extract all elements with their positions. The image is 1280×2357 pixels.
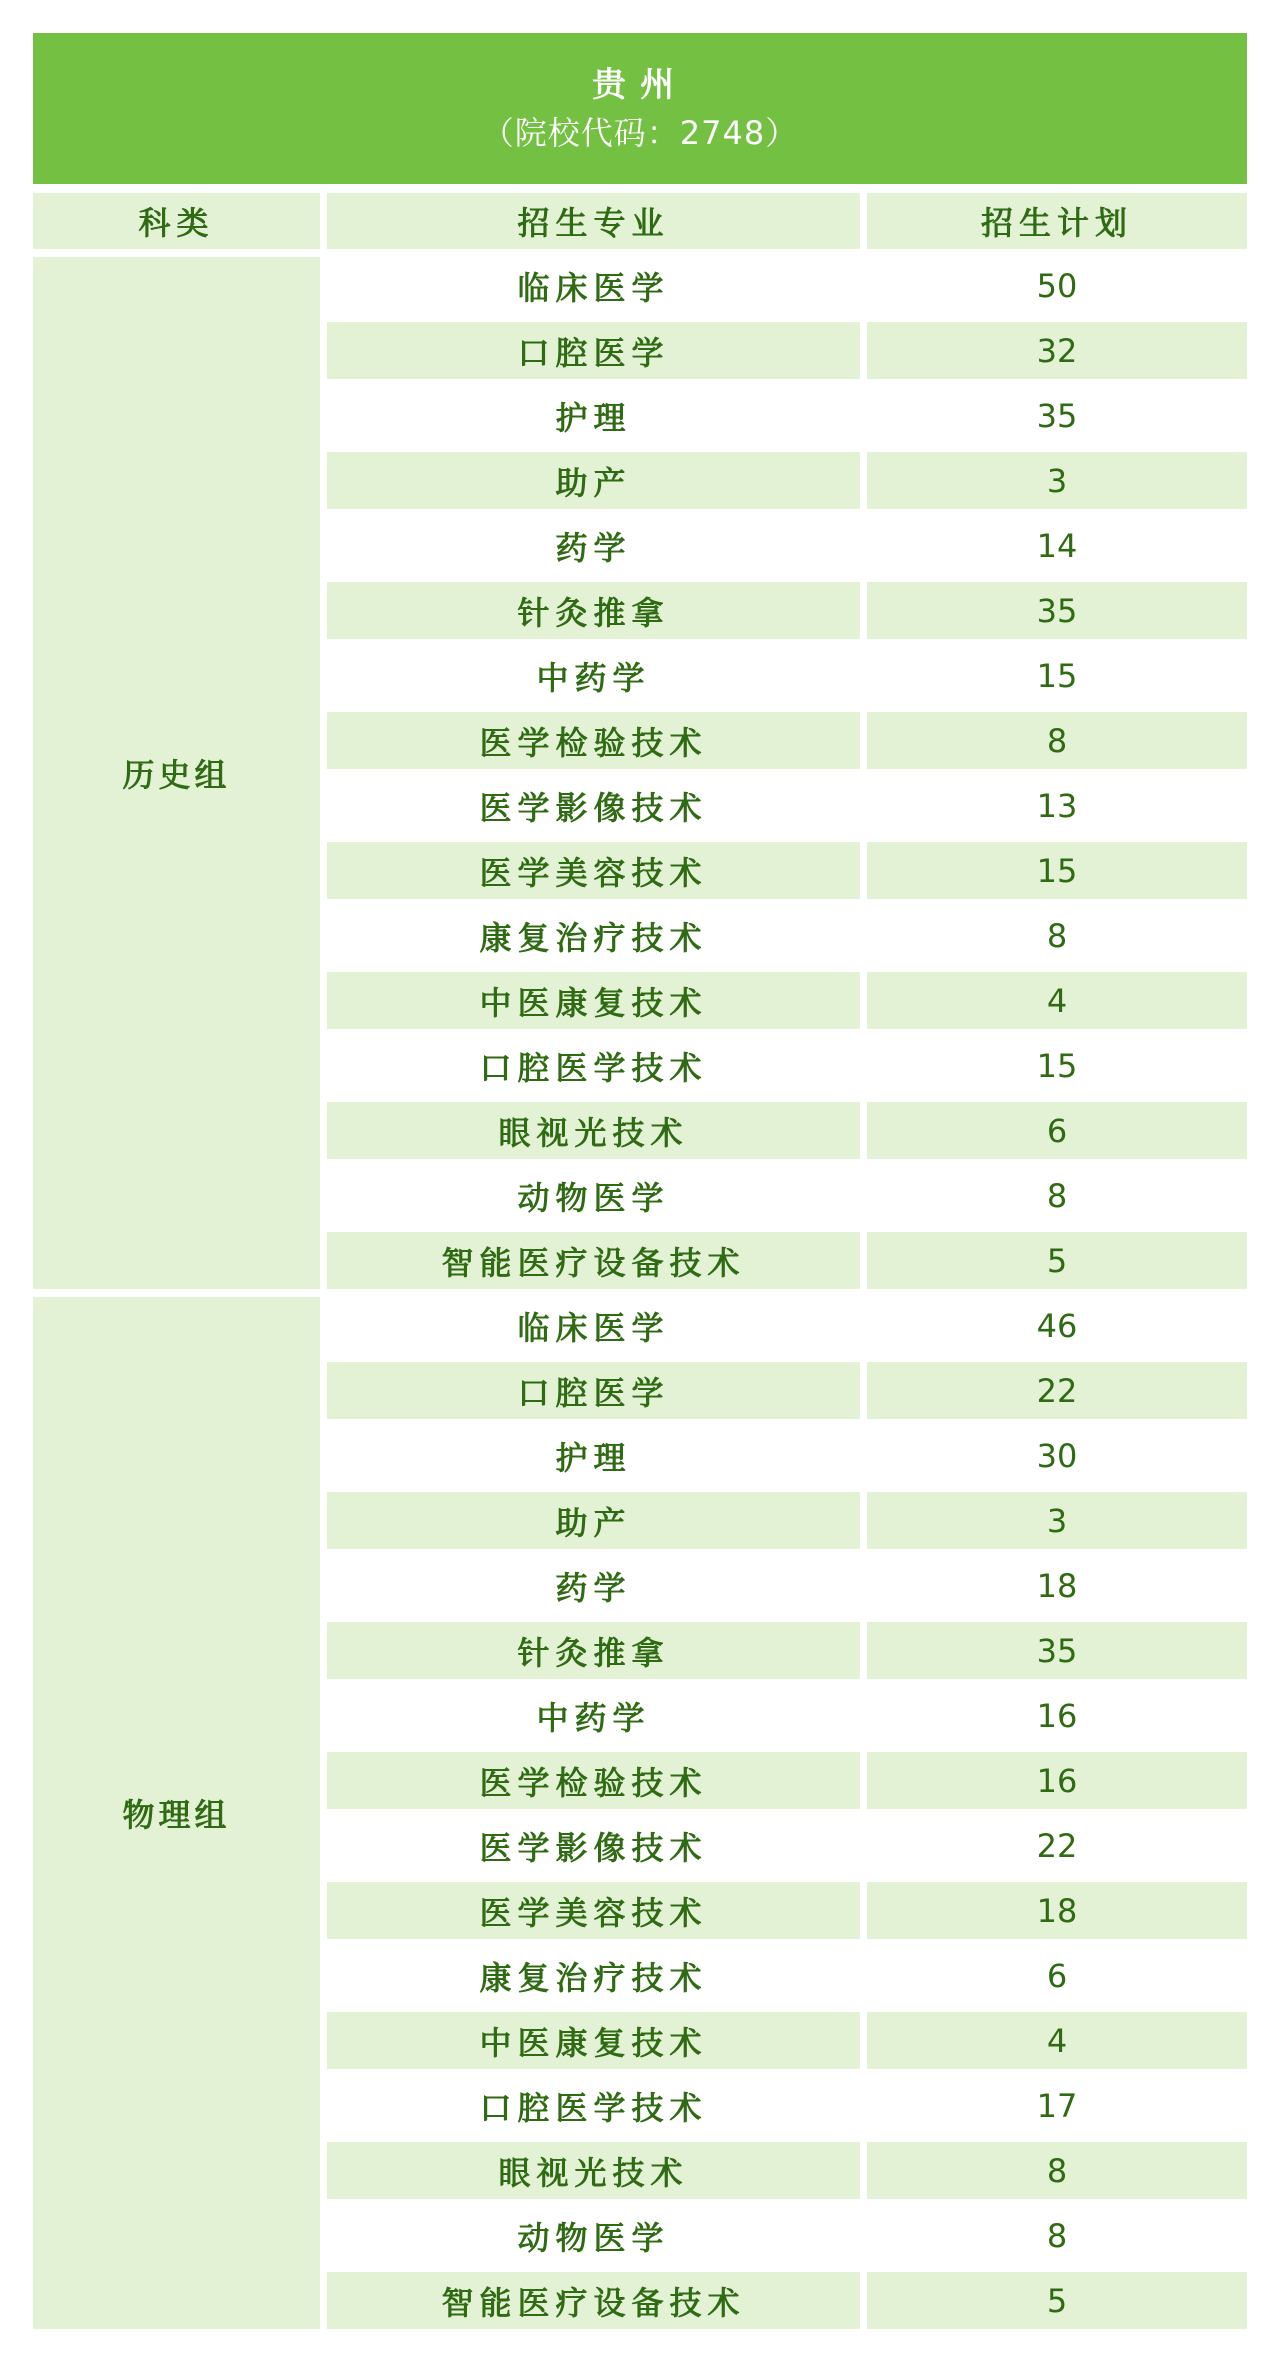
major-cell: 中医康复技术 [327, 2012, 860, 2069]
plan-cell: 35 [867, 387, 1247, 444]
plan-cell: 15 [867, 842, 1247, 899]
major-cell: 助产 [327, 1492, 860, 1549]
major-cell: 智能医疗设备技术 [327, 1232, 860, 1289]
major-cell: 口腔医学 [327, 322, 860, 379]
plan-cell: 14 [867, 517, 1247, 574]
school-code: （院校代码：2748） [481, 113, 799, 152]
major-cell: 助产 [327, 452, 860, 509]
plan-cell: 16 [867, 1687, 1247, 1744]
major-cell: 口腔医学技术 [327, 1037, 860, 1094]
major-cell: 针灸推拿 [327, 1622, 860, 1679]
header-category: 科类 [33, 193, 320, 249]
major-cell: 口腔医学 [327, 1362, 860, 1419]
plan-cell: 18 [867, 1882, 1247, 1939]
plan-cell: 22 [867, 1362, 1247, 1419]
plan-cell: 18 [867, 1557, 1247, 1614]
header-plan: 招生计划 [867, 193, 1247, 249]
category-cell: 物理组 [33, 1297, 320, 2329]
plan-cell: 6 [867, 1947, 1247, 2004]
table-title-bar [33, 33, 1247, 184]
plan-cell: 5 [867, 1232, 1247, 1289]
major-cell: 医学检验技术 [327, 1752, 860, 1809]
plan-cell: 8 [867, 1167, 1247, 1224]
major-cell: 医学影像技术 [327, 1817, 860, 1874]
major-cell: 临床医学 [327, 1297, 860, 1354]
plan-cell: 35 [867, 582, 1247, 639]
major-cell: 眼视光技术 [327, 2142, 860, 2199]
plan-cell: 13 [867, 777, 1247, 834]
major-cell: 智能医疗设备技术 [327, 2272, 860, 2329]
plan-cell: 30 [867, 1427, 1247, 1484]
plan-cell: 22 [867, 1817, 1247, 1874]
table-grid [33, 193, 1247, 2329]
plan-cell: 8 [867, 712, 1247, 769]
plan-cell: 17 [867, 2077, 1247, 2134]
plan-cell: 15 [867, 1037, 1247, 1094]
plan-cell: 8 [867, 2142, 1247, 2199]
plan-cell: 8 [867, 2207, 1247, 2264]
plan-cell: 15 [867, 647, 1247, 704]
major-cell: 医学美容技术 [327, 842, 860, 899]
major-cell: 医学影像技术 [327, 777, 860, 834]
enrollment-table [33, 33, 1247, 2329]
plan-cell: 3 [867, 452, 1247, 509]
major-cell: 康复治疗技术 [327, 1947, 860, 2004]
major-cell: 中医康复技术 [327, 972, 860, 1029]
major-cell: 针灸推拿 [327, 582, 860, 639]
plan-cell: 50 [867, 257, 1247, 314]
header-major: 招生专业 [327, 193, 860, 249]
major-cell: 药学 [327, 1557, 860, 1614]
major-cell: 护理 [327, 387, 860, 444]
major-cell: 药学 [327, 517, 860, 574]
major-cell: 医学检验技术 [327, 712, 860, 769]
plan-cell: 3 [867, 1492, 1247, 1549]
major-cell: 动物医学 [327, 1167, 860, 1224]
major-cell: 动物医学 [327, 2207, 860, 2264]
plan-cell: 6 [867, 1102, 1247, 1159]
major-cell: 中药学 [327, 1687, 860, 1744]
category-cell: 历史组 [33, 257, 320, 1289]
major-cell: 眼视光技术 [327, 1102, 860, 1159]
plan-cell: 4 [867, 972, 1247, 1029]
plan-cell: 16 [867, 1752, 1247, 1809]
plan-cell: 4 [867, 2012, 1247, 2069]
major-cell: 医学美容技术 [327, 1882, 860, 1939]
plan-cell: 35 [867, 1622, 1247, 1679]
plan-cell: 32 [867, 322, 1247, 379]
plan-cell: 5 [867, 2272, 1247, 2329]
province-title: 贵州 [592, 64, 688, 105]
plan-cell: 8 [867, 907, 1247, 964]
major-cell: 中药学 [327, 647, 860, 704]
major-cell: 康复治疗技术 [327, 907, 860, 964]
plan-cell: 46 [867, 1297, 1247, 1354]
major-cell: 口腔医学技术 [327, 2077, 860, 2134]
major-cell: 护理 [327, 1427, 860, 1484]
major-cell: 临床医学 [327, 257, 860, 314]
